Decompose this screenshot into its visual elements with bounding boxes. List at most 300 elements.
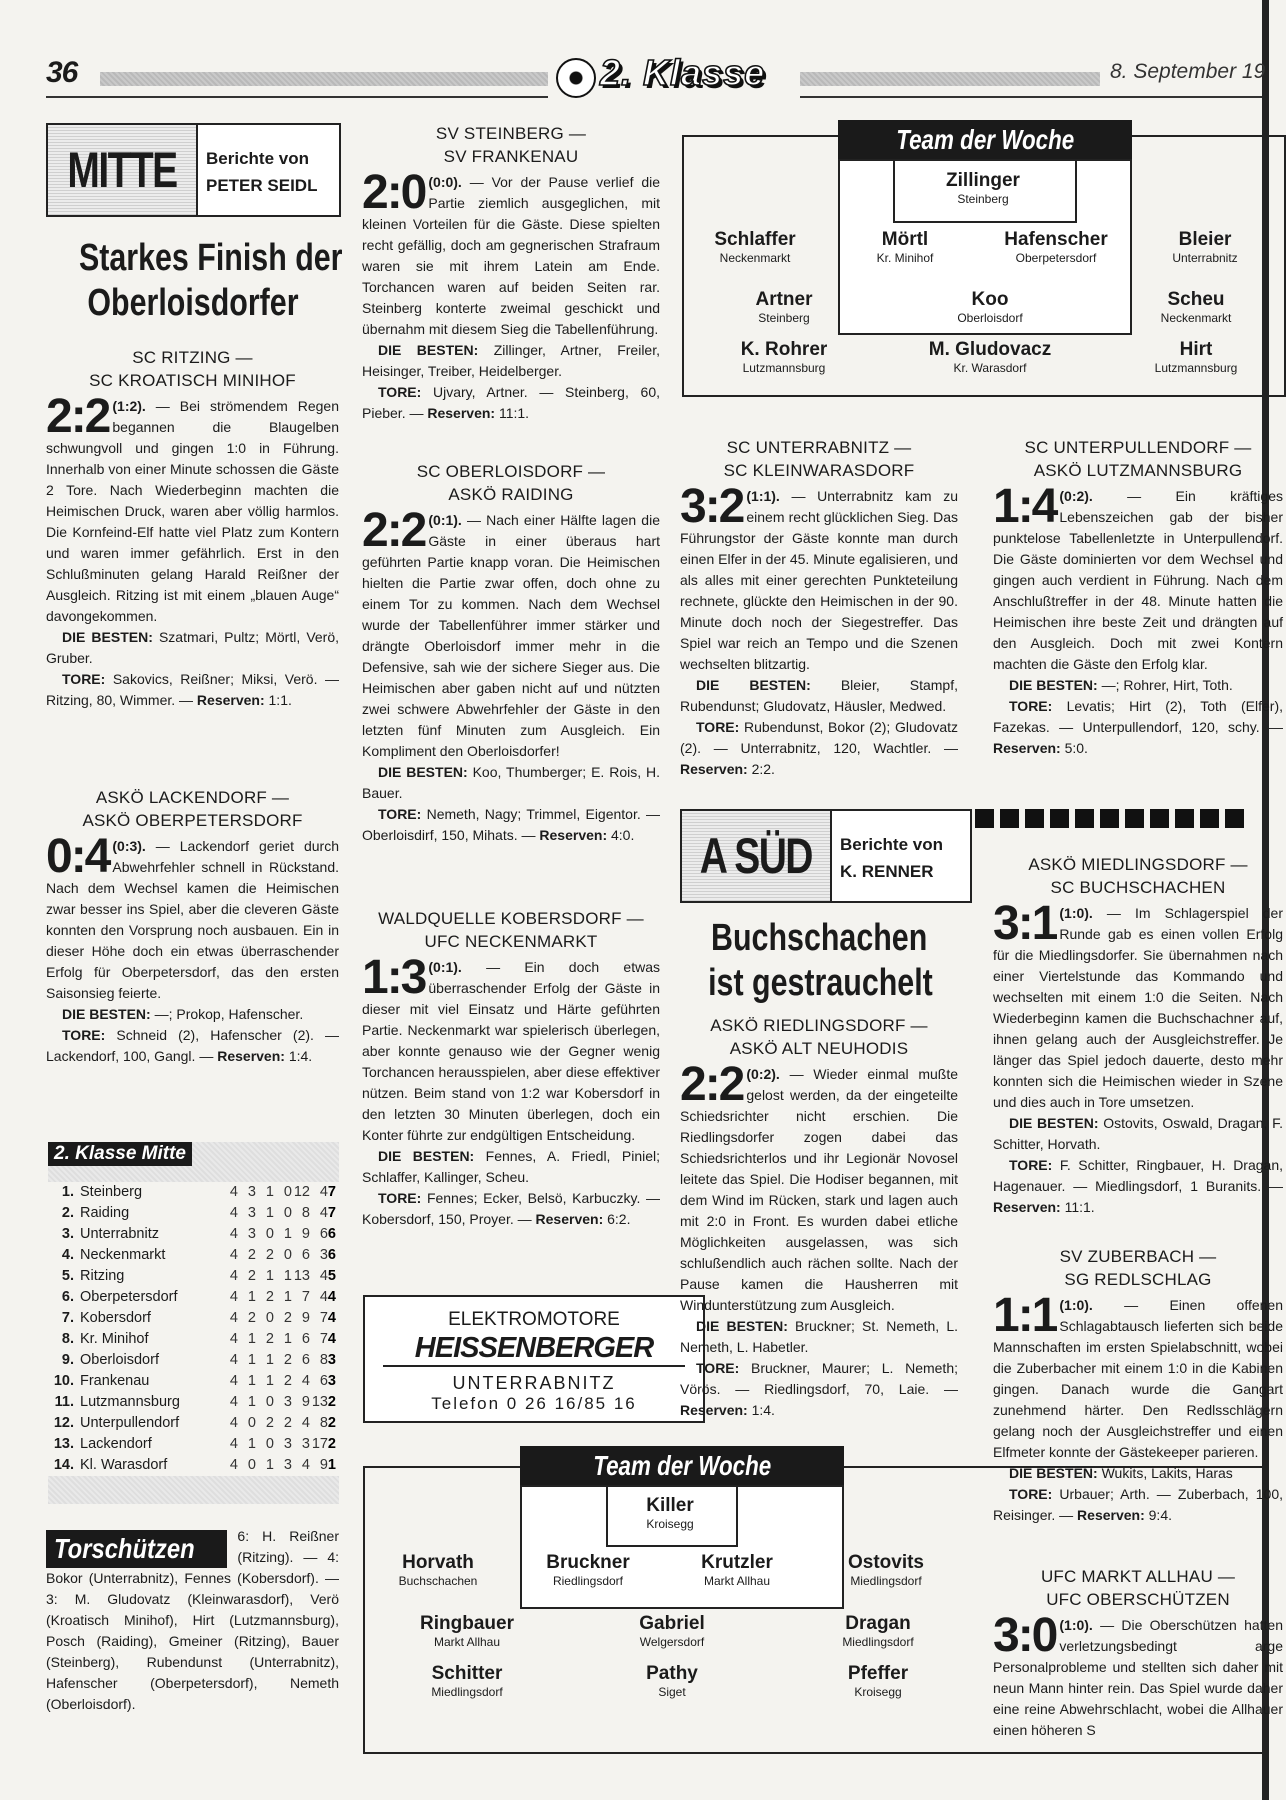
points: 7 <box>327 1205 336 1221</box>
final-score: 2:0 <box>362 166 426 219</box>
stat-ga: 9 <box>319 1457 328 1473</box>
player-entry <box>714 229 795 266</box>
match-title <box>362 907 660 953</box>
final-score: 3:0 <box>993 1609 1057 1662</box>
rank: 14. <box>53 1457 74 1473</box>
goals <box>46 1025 339 1067</box>
best-players-label: DIE BESTEN: <box>62 629 153 645</box>
points: 4 <box>327 1331 336 1347</box>
player-entry <box>848 1663 908 1700</box>
stat-n: 1 <box>283 1226 292 1242</box>
points: 7 <box>327 1184 336 1200</box>
away-team: ASKÖ OBERPETERSDORF <box>82 811 303 830</box>
best-players-text: —; Rohrer, Hirt, Toth. <box>1101 677 1233 693</box>
goals <box>680 717 958 780</box>
player-entry <box>701 1552 773 1589</box>
header-line-left <box>46 96 548 98</box>
match-report <box>993 853 1283 1218</box>
stat-gf: 6 <box>301 1331 310 1347</box>
stat-s: 1 <box>247 1436 256 1452</box>
reserves-score: 11:1. <box>498 405 530 421</box>
best-players-label: DIE BESTEN: <box>62 1006 151 1022</box>
stat-n: 1 <box>283 1289 292 1305</box>
stat-gf: 3 <box>301 1436 310 1452</box>
stat-s: 2 <box>247 1310 256 1326</box>
stat-s: 1 <box>247 1331 256 1347</box>
reserves-score: 1:4. <box>288 1048 313 1064</box>
stat-u: 2 <box>265 1289 274 1305</box>
best-players-label: DIE BESTEN: <box>378 764 468 780</box>
best-players <box>46 627 339 669</box>
stat-sp: 4 <box>229 1289 238 1305</box>
stat-u: 1 <box>265 1205 274 1221</box>
player-club: Riedlingsdorf <box>552 1574 624 1588</box>
home-team: SC OBERLOISDORF — <box>416 462 606 481</box>
reserves-label: Reserven: <box>680 761 748 777</box>
match-title <box>680 1014 958 1060</box>
points: 2 <box>327 1415 336 1431</box>
away-team: SC KROATISCH MINIHOF <box>89 371 296 390</box>
report-content <box>362 907 660 1230</box>
final-score: 2:2 <box>680 1058 744 1111</box>
player-club: Unterrabnitz <box>1172 251 1238 265</box>
stat-ga: 4 <box>319 1205 328 1221</box>
player-club: Steinberg <box>957 192 1009 206</box>
player-name: K. Rohrer <box>740 339 828 360</box>
home-team: SC UNTERPULLENDORF — <box>1024 438 1252 457</box>
points: 6 <box>327 1247 336 1263</box>
table-row <box>48 1434 339 1455</box>
stat-ga: 4 <box>319 1268 328 1284</box>
home-team: ASKÖ RIEDLINGSDORF — <box>710 1016 928 1035</box>
report-content <box>46 786 339 1067</box>
stat-gf: 6 <box>301 1247 310 1263</box>
player-name: Koo <box>971 289 1009 310</box>
rank: 10. <box>53 1373 74 1389</box>
home-team: SV STEINBERG — <box>435 124 587 143</box>
table-row <box>48 1266 339 1287</box>
best-players <box>362 340 660 382</box>
rank: 12. <box>53 1415 74 1431</box>
home-team: SC RITZING — <box>132 348 253 367</box>
report-text: — Die Oberschützen hatten verletzungsbedingt arge Personalprobleme und stellten sich daher mit neun Mann hinter rein. Das Spiel wurde daher eine reine Abwehrschlacht, wobei die Allhauer einen höheren S <box>993 1617 1284 1738</box>
final-score: 2:2 <box>46 390 110 443</box>
goals-label: TORE: <box>62 671 106 687</box>
player-club: Miedlingsdorf <box>431 1685 503 1699</box>
best-players <box>362 1146 660 1188</box>
stat-gf: 8 <box>301 1205 310 1221</box>
report-content <box>680 1014 958 1421</box>
report-content <box>680 436 958 780</box>
stat-sp: 4 <box>229 1226 238 1242</box>
goals-label: TORE: <box>62 1027 106 1043</box>
report-text: — Lackendorf geriet durch Abwehrfehler schnell in Rückstand. Nach dem Wechsel kamen die Heimischen zwar besser ins Spiel, aber die cleveren Gäste konnten den Vorsprung noch ausbauen. Ein in dieser Höhe doch ein etwas überraschender Erfolg für Oberpetersdorf, das den ersten Saisonsieg feierte. <box>46 838 339 1001</box>
stat-n: 0 <box>283 1205 292 1221</box>
points: 4 <box>327 1289 336 1305</box>
table-row <box>48 1182 339 1203</box>
rank: 4. <box>61 1247 74 1263</box>
report-body <box>362 166 661 340</box>
home-team: WALDQUELLE KOBERSDORF — <box>378 909 644 928</box>
reserves-score: 1:4. <box>751 1402 775 1418</box>
stat-ga: 7 <box>319 1331 328 1347</box>
byline: Berichte von K. RENNER <box>840 835 943 881</box>
report-content <box>993 853 1283 1218</box>
player-club: Markt Allhau <box>433 1635 501 1649</box>
goals <box>362 1188 660 1230</box>
stat-ga: 8 <box>319 1352 328 1368</box>
reserves-score: 1:1. <box>268 692 292 708</box>
report-content <box>362 122 660 424</box>
goals-text: Levatis; Hirt (2), Toth (Elfer), Fazekas. — Unterpullendorf, 120, schy. — <box>993 698 1283 735</box>
stat-u: 1 <box>265 1184 274 1200</box>
stat-n: 0 <box>283 1184 292 1200</box>
home-team: UFC MARKT ALLHAU — <box>1040 1567 1236 1586</box>
reserves-score: 4:0. <box>611 827 635 843</box>
player-name: Zillinger <box>946 170 1020 191</box>
match-title <box>362 460 660 506</box>
final-score: 1:3 <box>362 951 426 1004</box>
stat-s: 0 <box>247 1457 256 1473</box>
stat-s: 1 <box>247 1289 256 1305</box>
team-name: Steinberg <box>80 1184 143 1200</box>
stat-u: 0 <box>265 1436 274 1452</box>
report-text: — Ein kräftiges Lebenszeichen gab der bisher punktelose Tabellenletzte in Unterpullendorf. Die Gäste dominierten vor dem Wechsel und gingen auch verdient in Führung. Nach dem Anschlußtreffer in der 48. Minute hatten die Heimischen ihre beste Zeit und drängten auf den Ausgleich. Doch mit zwei Kontern machten die Gäste den Erfolg klar. <box>993 488 1283 672</box>
stat-ga: 3 <box>319 1247 328 1263</box>
player-club: Lutzmannsburg <box>742 361 826 375</box>
halftime-score: (0:2). <box>746 1066 780 1082</box>
player-name: Schitter <box>431 1663 503 1684</box>
halftime-score: (0:2). <box>1059 488 1093 504</box>
report-body <box>46 390 339 627</box>
soccer-ball-icon <box>556 58 596 98</box>
stat-sp: 4 <box>229 1247 238 1263</box>
points: 3 <box>327 1352 336 1368</box>
stat-n: 2 <box>283 1352 292 1368</box>
halftime-score: (0:1). <box>428 512 462 528</box>
report-text: — Bei strömendem Regen begannen die Blaugelben schwungvoll und gingen 1:0 in Führung. Innerhalb von einer Minute schossen die Gäste 2 Tore. Nach Wiederbeginn machten die Heimischen Druck, waren aber völlig harmlos. Die Kornfeind-Elf hatte viel Platz zum Kontern und waren immer gefährlich. Erst in den Schlußminuten gelang Harald Reißner der Ausgleich. Ritzing ist mit einem „blauen Auge“ davongekommen. <box>46 398 339 624</box>
player-club: Kr. Warasdorf <box>953 361 1027 375</box>
stat-gf: 12 <box>293 1184 310 1200</box>
top-scorers-title: Torschützen <box>46 1530 227 1568</box>
report-content <box>362 460 660 846</box>
report-text: — Nach einer Hälfte lagen die Gäste in einer überaus hart geführten Partie knapp voran. Die Heimischen hielten die Partie zwar offen, doch ohne zu einem Tor zu kommen. Nach dem Wechsel wurde der Tabellenführer immer stärker und drängte Oberloisdorf immer mehr in die Defensive, sah wie der sichere Sieger aus. Die Heimischen aber gaben nicht auf und nützten zwei schwere Abwehrfehler der Gäste in den letzten fünf Minuten zum Ausgleich. Ein Kompliment den Oberloisdorfer! <box>362 512 660 759</box>
report-text: — Vor der Pause verlief die Partie ziemlich ausgeglichen, mit kleinen Vorteilen für die Gäste. Diese spielten recht gefällig, doch am gegnerischen Strafraum waren sie mit ihrem Latein am Ende. Torchancen waren auf beiden Seiten rar. Steinberg konterte zweimal geschickt und übernahm mit diesem Sieg die Tabellenführung. <box>362 174 661 337</box>
table-row <box>48 1371 339 1392</box>
points: 2 <box>327 1436 336 1452</box>
team-name: Kobersdorf <box>80 1310 151 1326</box>
reserves-score: 2:2. <box>751 761 775 777</box>
report-body <box>362 951 660 1146</box>
stat-u: 0 <box>265 1394 274 1410</box>
away-team: SV FRANKENAU <box>443 147 579 166</box>
reserves-label: Reserven: <box>535 1211 604 1227</box>
goals <box>46 669 339 711</box>
player-name: Hirt <box>1179 339 1213 360</box>
team-name: Unterpullendorf <box>80 1415 180 1431</box>
section-title: 2. Klasse <box>600 52 766 93</box>
goals <box>680 1358 958 1421</box>
goals <box>993 1155 1283 1218</box>
player-name: Ringbauer <box>420 1613 514 1634</box>
team-of-week-title: Team der Woche <box>520 1446 844 1487</box>
halftime-score: (1:0). <box>1059 905 1093 921</box>
player-club: Siget <box>658 1685 686 1699</box>
best-players-text: Zillinger, Artner, Freiler, Heisinger, Treiber, Heidelberger. <box>362 342 660 379</box>
stat-s: 3 <box>247 1226 256 1242</box>
points: 3 <box>327 1373 336 1389</box>
player-club: Lutzmannsburg <box>1154 361 1238 375</box>
stat-u: 2 <box>265 1331 274 1347</box>
stat-ga: 7 <box>319 1310 328 1326</box>
report-content <box>993 436 1283 759</box>
player-entry <box>639 1613 704 1650</box>
table-row <box>48 1413 339 1434</box>
goals-label: TORE: <box>378 1190 422 1206</box>
goals <box>362 382 660 424</box>
reserves-label: Reserven: <box>217 1048 285 1064</box>
byline: Berichte von PETER SEIDL <box>206 149 318 195</box>
rank: 11. <box>54 1394 74 1410</box>
report-body <box>993 897 1283 1113</box>
match-title <box>993 1565 1283 1611</box>
stat-sp: 4 <box>229 1310 238 1326</box>
player-club: Markt Allhau <box>703 1574 771 1588</box>
rank: 9. <box>61 1352 74 1368</box>
player-entry <box>848 1552 924 1589</box>
stat-gf: 9 <box>301 1394 310 1410</box>
stat-s: 3 <box>247 1205 256 1221</box>
rank: 13. <box>53 1436 74 1452</box>
page-number: 36 <box>46 56 78 89</box>
player-entry <box>877 229 934 266</box>
player-name: Dragan <box>845 1613 911 1634</box>
stat-sp: 4 <box>229 1457 238 1473</box>
decorative-squares <box>975 809 1244 828</box>
goals-label: TORE: <box>696 719 740 735</box>
final-score: 1:4 <box>993 480 1057 533</box>
match-report <box>46 346 339 711</box>
report-body <box>680 480 958 675</box>
player-club: Miedlingsdorf <box>842 1635 914 1649</box>
stat-u: 1 <box>265 1268 274 1284</box>
player-entry <box>1004 229 1108 266</box>
stat-u: 2 <box>265 1415 274 1431</box>
best-players-label: DIE BESTEN: <box>1009 1115 1099 1131</box>
player-club: Kroisegg <box>646 1517 694 1531</box>
standings-title: 2. Klasse Mitte <box>48 1142 192 1166</box>
halftime-score: (0:3). <box>112 838 146 854</box>
away-team: SC BUCHSCHACHEN <box>1050 878 1226 897</box>
goals <box>993 696 1283 759</box>
halftime-score: (0:1). <box>428 959 462 975</box>
best-players-label: DIE BESTEN: <box>378 1148 475 1164</box>
best-players-text: Ostovits, Oswald, Dragan, F. Schitter, Horvath. <box>993 1115 1283 1152</box>
best-players-text: Koo, Thumberger; E. Rois, H. Bauer. <box>362 764 660 801</box>
table-row <box>48 1392 339 1413</box>
report-text: — Im Schlagerspiel der Runde gab es einen vollen Erfolg für die Miedlingsdorfer. Sie übernahmen nach einer Viertelstunde das Kommando und wechselten mit einem 1:0 die Seiten. Nach Wiederbeginn kamen die Buchschachner auf, ihnen gelang auch der Ausgleichstreffer. Je länger das Spiel jedoch dauerte, desto mehr konnten sich die Heimischen wieder in Szene und dies auch in Tore umsetzen. <box>993 905 1283 1110</box>
match-title <box>993 853 1283 899</box>
home-team: ASKÖ MIEDLINGSDORF — <box>1028 855 1248 874</box>
stat-gf: 4 <box>301 1415 310 1431</box>
match-title <box>993 436 1283 482</box>
match-report <box>993 436 1283 759</box>
team-name: Kl. Warasdorf <box>80 1457 168 1473</box>
player-entry <box>741 339 828 376</box>
player-club: Steinberg <box>758 311 810 325</box>
reserves-label: Reserven: <box>196 692 265 708</box>
best-players-text: Szatmari, Pultz; Mörtl, Verö, Gruber. <box>46 629 340 666</box>
final-score: 2:2 <box>362 504 426 557</box>
home-team: SV ZUBERBACH — <box>1059 1247 1217 1266</box>
halftime-score: (1:0). <box>1059 1617 1093 1633</box>
player-name: Pathy <box>646 1663 698 1684</box>
stat-gf: 7 <box>301 1289 310 1305</box>
goals-text: Bruckner, Maurer; L. Nemeth; Vörös. — Riedlingsdorf, 70, Laie. — <box>680 1360 958 1397</box>
stat-ga: 13 <box>311 1394 328 1410</box>
team-name: Unterrabnitz <box>80 1226 159 1242</box>
stat-u: 1 <box>265 1373 274 1389</box>
home-team: ASKÖ LACKENDORF — <box>95 788 290 807</box>
final-score: 0:4 <box>46 830 110 883</box>
table-row <box>48 1329 339 1350</box>
away-team: ASKÖ RAIDING <box>448 485 574 504</box>
player-entry <box>842 1613 913 1650</box>
rank: 5. <box>61 1268 74 1284</box>
stat-s: 3 <box>247 1184 256 1200</box>
stat-n: 3 <box>283 1436 292 1452</box>
player-name: Schlaffer <box>714 229 796 250</box>
player-name: Ostovits <box>847 1552 925 1573</box>
report-text: — Ein doch etwas überraschender Erfolg der Gäste in dieser mit viel Einsatz und Härte geführten Partie. Neckenmarkt war spielerisch überlegen, aber konnte genauso wie der Gegner wenig Torchancen herausspielen, aber diese effektiver nützen. Beim stand von 1:2 war Kobersdorf in den letzten 30 Minuten überlegen, doch ein Konter führte zur endgültigen Entscheidung. <box>362 959 660 1143</box>
header-rule-right <box>800 72 1100 86</box>
player-entry <box>420 1613 514 1650</box>
player-club: Kroisegg <box>854 1685 902 1699</box>
player-name: Hafenscher <box>1004 229 1108 250</box>
player-entry <box>546 1552 629 1589</box>
stat-sp: 4 <box>229 1205 238 1221</box>
halftime-score: (1:2). <box>112 398 146 414</box>
stat-sp: 4 <box>229 1394 238 1410</box>
away-team: ASKÖ ALT NEUHODIS <box>729 1039 909 1058</box>
away-team: SC KLEINWARASDORF <box>723 461 915 480</box>
goals-label: TORE: <box>378 384 422 400</box>
region-box-sued <box>680 809 972 903</box>
rank: 6. <box>61 1289 74 1305</box>
best-players-text: Wukits, Lakits, Haras <box>1101 1465 1233 1481</box>
player-name: M. Gludovacz <box>928 339 1052 360</box>
stat-s: 1 <box>247 1352 256 1368</box>
team-name: Kr. Minihof <box>80 1331 149 1347</box>
table-row <box>48 1245 339 1266</box>
player-name: Mörtl <box>881 229 929 250</box>
stat-gf: 4 <box>301 1457 310 1473</box>
goals-text: F. Schitter, Ringbauer, H. Dragan, Hagenauer. — Miedlingsdorf, 1 Buranits. — <box>993 1157 1283 1194</box>
away-team: UFC NECKENMARKT <box>424 932 598 951</box>
table-row <box>48 1224 339 1245</box>
player-name: Gabriel <box>639 1613 705 1634</box>
points: 5 <box>327 1268 336 1284</box>
reserves-label: Reserven: <box>993 740 1061 756</box>
match-report <box>680 1014 958 1421</box>
best-players <box>680 1316 958 1358</box>
region-label: MITTE <box>48 125 198 215</box>
stat-ga: 6 <box>319 1226 328 1242</box>
player-club: Kr. Minihof <box>876 251 934 265</box>
goals-label: TORE: <box>378 806 422 822</box>
goals-label: TORE: <box>696 1360 740 1376</box>
player-club: Buchschachen <box>398 1574 478 1588</box>
stat-u: 0 <box>265 1310 274 1326</box>
points: 6 <box>327 1226 336 1242</box>
match-title <box>46 346 339 392</box>
player-club: Neckenmarkt <box>1160 311 1232 325</box>
headline-mitte: Starkes Finish der Oberloisdorfer <box>78 237 343 324</box>
report-body <box>993 1609 1284 1741</box>
player-entry <box>1172 229 1237 266</box>
stat-ga: 4 <box>319 1184 328 1200</box>
player-entry <box>755 289 812 326</box>
reserves-label: Reserven: <box>993 1199 1061 1215</box>
best-players <box>993 675 1283 696</box>
goals-text: Sakovics, Reißner; Miksi, Verö. — Ritzing, 80, Wimmer. — <box>46 671 339 708</box>
team-name: Ritzing <box>80 1268 125 1284</box>
stat-u: 1 <box>265 1457 274 1473</box>
player-club: Welgersdorf <box>639 1635 705 1649</box>
goals-label: TORE: <box>1009 698 1053 714</box>
report-text: — Wieder einmal mußte gelost werden, da der eingeteilte Schiedsrichter nicht erschien. Die Riedlingsdorfer zogen dabei das Schiedsrichterlos und ihr Legionär Novosel leitete das Spiel. Die Hodiser begannen, mit dem Wind im Rücken, stark und lagen auch mit 2:0 in Front. Es wurden dabei etliche Möglichkeiten ausgelassen, was sich schlußendlich auch rächen sollte. Nach der Pause kamen die Hausherren mit Windunterstützung zum Ausgleich. <box>680 1066 959 1313</box>
team-name: Lutzmannsburg <box>80 1394 180 1410</box>
halftime-score: (1:0). <box>1059 1297 1093 1313</box>
reserves-label: Reserven: <box>1077 1507 1145 1523</box>
match-report <box>680 436 958 780</box>
best-players <box>680 675 958 717</box>
headline-sued: Buchschachen ist gestrauchelt <box>708 917 933 1004</box>
stat-n: 1 <box>283 1268 292 1284</box>
stat-s: 1 <box>247 1394 256 1410</box>
match-report <box>362 907 660 1230</box>
header-rule-left <box>100 72 548 86</box>
stat-s: 2 <box>247 1268 256 1284</box>
player-name: Scheu <box>1167 289 1225 310</box>
stat-ga: 17 <box>311 1436 328 1452</box>
best-players <box>362 762 660 804</box>
halftime-score: (1:1). <box>746 488 780 504</box>
stat-gf: 9 <box>301 1226 310 1242</box>
best-players-text: Bleier, Stampf, Rubendunst; Gludovatz, Häusler, Medwed. <box>680 677 958 714</box>
player-name: Killer <box>646 1495 694 1516</box>
standings-table <box>48 1142 339 1504</box>
team-name: Frankenau <box>80 1373 150 1389</box>
team-name: Oberloisdorf <box>80 1352 159 1368</box>
rank: 3. <box>61 1226 74 1242</box>
team-name: Oberpetersdorf <box>80 1289 178 1305</box>
best-players-label: DIE BESTEN: <box>378 342 479 358</box>
stat-gf: 13 <box>293 1268 310 1284</box>
match-report <box>362 460 660 846</box>
goals-text: Fennes; Ecker, Belsö, Karbuczky. — Kobersdorf, 150, Proyer. — <box>362 1190 661 1227</box>
best-players-text: —; Prokop, Hafenscher. <box>154 1006 304 1022</box>
player-name: Bleier <box>1178 229 1232 250</box>
report-body <box>46 830 339 1004</box>
stat-s: 1 <box>247 1373 256 1389</box>
match-report <box>993 1565 1284 1741</box>
player-name: Horvath <box>402 1552 474 1573</box>
reserves-score: 6:2. <box>607 1211 631 1227</box>
reserves-score: 5:0. <box>1064 740 1088 756</box>
player-name: Pfeffer <box>847 1663 909 1684</box>
stat-gf: 4 <box>301 1373 310 1389</box>
